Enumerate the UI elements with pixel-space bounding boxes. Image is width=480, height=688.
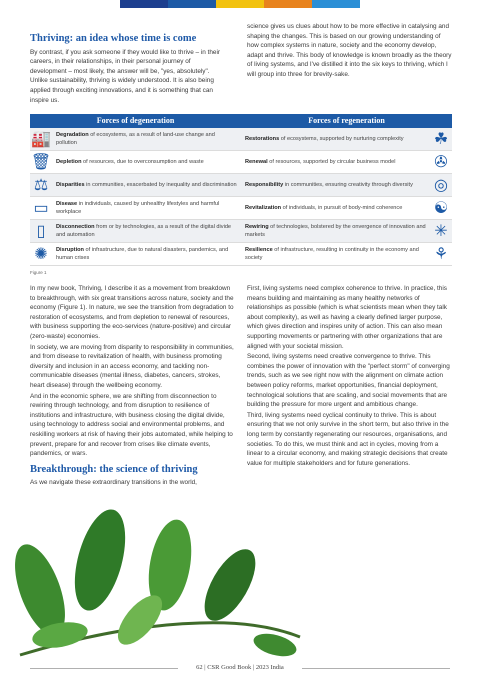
degeneration-cell — [52, 246, 241, 262]
hands-plant-icon: ☘ — [433, 131, 449, 148]
degeneration-term: Degradation — [56, 132, 89, 138]
degeneration-term: Depletion — [56, 159, 82, 165]
body-last-line: As we navigate these extraordinary transitions in the world, — [30, 479, 197, 487]
regeneration-text: of ecosystems, supported by nurturing complexity — [279, 136, 404, 142]
regeneration-cell — [241, 204, 430, 212]
left-top-column — [30, 34, 226, 106]
degeneration-text: in individuals, caused by unhealthy lifestyles and harmful workplace — [56, 201, 220, 215]
meditation-icon: ☯ — [433, 200, 449, 217]
regeneration-cell — [241, 246, 430, 262]
regeneration-cell — [241, 181, 430, 189]
color-segment-2 — [168, 0, 216, 8]
regeneration-term: Resilience — [245, 247, 273, 253]
footer-text: 62 | CSR Good Book | 2023 India — [196, 664, 284, 671]
regeneration-text: in communities, ensuring creativity through diversity — [283, 182, 413, 188]
regeneration-text: of individuals, in pursuit of body-mind coherence — [281, 205, 403, 211]
regeneration-text: of resources, supported by circular business model — [267, 159, 396, 165]
degeneration-text: from or by technologies, as a result of the digital divide and automation — [56, 224, 232, 238]
color-segment-5 — [312, 0, 360, 8]
degeneration-term: Disparities — [56, 182, 85, 188]
table-row — [30, 174, 452, 197]
footer-rule-left — [30, 668, 178, 669]
table-row — [30, 243, 452, 266]
degeneration-cell — [52, 200, 241, 216]
table-row — [30, 197, 452, 220]
regeneration-text: of infrastructure, resulting in continuity in the economy and society — [245, 247, 419, 261]
wind-turbine-icon: ✇ — [434, 154, 448, 171]
color-segment-4 — [264, 0, 312, 8]
hospital-bed-icon: ▭ — [33, 200, 49, 217]
regeneration-cell — [241, 223, 430, 239]
body-paragraph-2: In society, we are moving from disparity to responsibility in communities, and from disease to revitalization of health, with business promoting diversity and inclusion in an access economy, and tackling non-communicable diseases (mental illness, diabetes, cancers, strokes, heart disease) through the wellbeing economy. — [30, 343, 234, 389]
header-degeneration: Forces of degeneration — [96, 116, 175, 125]
body-paragraph-3: And in the economic sphere, we are shifting from disconnection to rewiring through technology, and from disruption to resilience of institutions and infrastructure, with business closing the digital divide, using technology to address social and environmental problems, and reskilling workers at risk of having their jobs automated, while helping to prevent, prepare for and recover from crises like climate events, pandemics, or wars. — [30, 392, 233, 458]
degeneration-cell — [52, 181, 241, 189]
regeneration-term: Renewal — [245, 159, 268, 165]
right-top-column — [247, 22, 452, 81]
sprout-icon: ⚘ — [433, 246, 449, 263]
tablet-icon: ▯ — [36, 223, 46, 240]
virus-icon: ✺ — [34, 246, 48, 263]
intro-paragraph: By contrast, if you ask someone if they would like to thrive – in their careers, in their relationships, in their personal journey of development – most likely, the answer will be, "yes, absolutely". Unlike sustainability, thriving is widely understood. It is also being applied through exciting innovations, and it is something that can inspire us. — [30, 48, 221, 104]
regeneration-term: Rewiring — [245, 224, 269, 230]
left-bottom-column — [30, 284, 234, 489]
degeneration-term: Disconnection — [56, 224, 95, 230]
degeneration-cell — [52, 131, 241, 147]
table-row — [30, 151, 452, 174]
degeneration-term: Disease — [56, 201, 78, 207]
footer-rule-right — [302, 668, 450, 669]
right-bottom-column — [247, 284, 452, 469]
table-header — [30, 114, 452, 128]
body-paragraph-1: In my new book, Thriving, I describe it as a movement from breakdown to breakthrough, with six great transitions across nature, society and the economy (Figure 1). In nature, we see the transition from degradation to restoration of ecosystems, and from depletion to renewal of resources, with business supporting the eco-services (nature-positive) and circular (zero-waste) economies. — [30, 285, 234, 340]
degeneration-text: of infrastructure, due to natural disasters, pandemics, and human crises — [56, 247, 229, 261]
forces-table — [30, 114, 452, 266]
regeneration-cell — [241, 158, 430, 166]
regeneration-term: Restorations — [245, 136, 280, 142]
page-footer — [0, 664, 480, 671]
degeneration-cell — [52, 158, 241, 166]
degeneration-text: in communities, exacerbated by inequality and discrimination — [84, 182, 237, 188]
factory-icon: 🏭 — [31, 131, 51, 148]
science-paragraph: science gives us clues about how to be more effective in catalysing and shaping the changes. This is based on our growing understanding of how complex systems in nature, society and the economy develop, adapt and thrive. This body of knowledge is known broadly as the theory of living systems, and I've distilled it into the six keys to thriving, which I will group into three for brevity-sake. — [247, 23, 452, 78]
body-paragraph-6: Third, living systems need cyclical continuity to thrive. This is about ensuring that we not only survive in the short term, but also thrive in the long term by constantly regenerating our resources, organisations, and societies. To do this, we must think and act in cycles, moving from a linear to a circular economy, and making strategic decisions that create value for multiple stakeholders and for future generations. — [247, 411, 449, 467]
regeneration-term: Revitalization — [245, 205, 282, 211]
header-regeneration: Forces of regeneration — [308, 116, 385, 125]
degeneration-cell — [52, 223, 241, 239]
trash-bin-icon: 🗑 — [30, 154, 52, 171]
color-segment-3 — [216, 0, 264, 8]
table-row — [30, 220, 452, 243]
degeneration-text: of resources, due to overconsumption and waste — [81, 159, 204, 165]
leaves-illustration — [0, 505, 480, 665]
handshake-circle-icon: ◎ — [434, 177, 448, 194]
body-paragraph-5: Second, living systems need creative convergence to thrive. This combines the power of innovation with the "perfect storm" of converging trends, such as we see right now with the alignment on climate action between policy reforms, market opportunities, financial deployment, technological solutions that are scaling, and social movements that are building the pressure for more urgent and ambitious change. — [247, 353, 450, 409]
top-color-bar — [120, 0, 360, 8]
table-row — [30, 128, 452, 151]
network-icon: ✳ — [434, 223, 448, 240]
regeneration-term: Responsibility — [245, 182, 284, 188]
scales-icon: ⚖ — [33, 177, 49, 194]
section-heading-breakthrough: Breakthrough: the science of thriving — [30, 463, 198, 475]
section-heading-thriving: Thriving: an idea whose time is come — [30, 33, 197, 44]
regeneration-text: of technologies, bolstered by the onvergence of innovation and markets — [245, 224, 426, 238]
regeneration-cell — [241, 135, 430, 143]
degeneration-term: Disruption — [56, 247, 84, 253]
color-segment-1 — [120, 0, 168, 8]
figure-caption: Figure 1 — [30, 270, 47, 275]
degeneration-text: of ecosystems, as a result of land-use change and pollution — [56, 132, 215, 146]
body-paragraph-4: First, living systems need complex coherence to thrive. In practice, this means building and maintaining as many healthy networks of relationships as possible (which is what scientists mean when they talk about complexity), as well as having a clearly defined larger purpose, which gives direction and inspires unity of action. This can also mean supporting movements or partnering with other organizations that are aligned with your societal mission. — [247, 285, 447, 350]
